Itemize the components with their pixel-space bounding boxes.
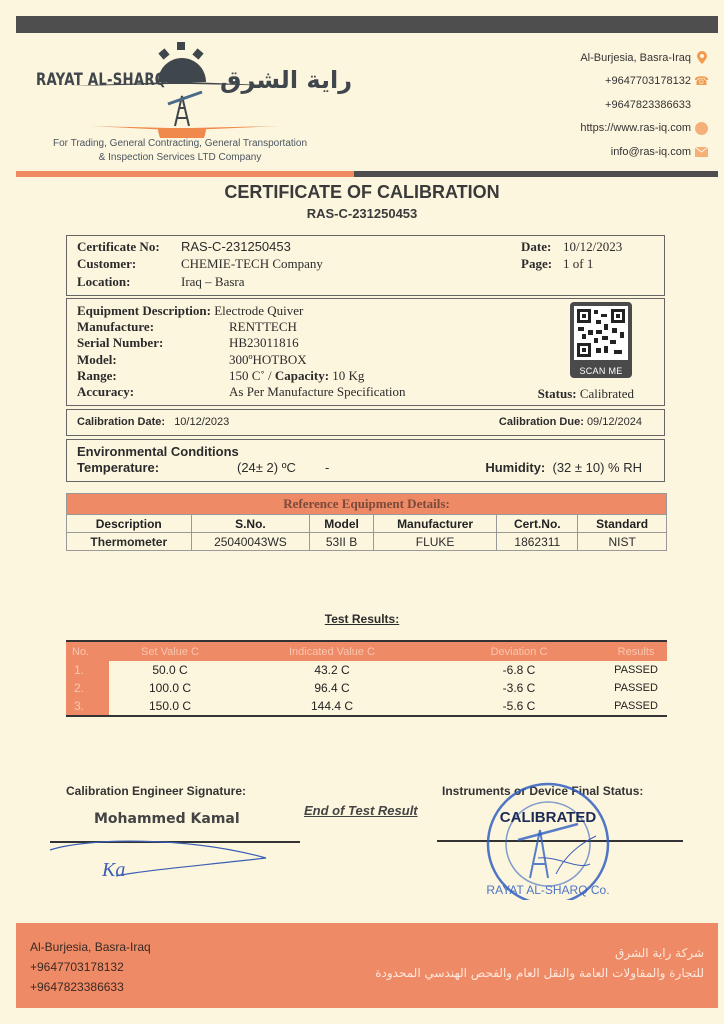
test-results-table (66, 640, 667, 717)
cell-indicated-value: 96.4 C (314, 681, 350, 695)
certificate-no-row (77, 239, 291, 255)
temperature-value: (24± 2) ºC (237, 460, 296, 475)
certificate-no-label: Certificate No: (77, 239, 160, 254)
calibration-due-label: Calibration Due: (498, 416, 584, 428)
range-value: 150 C˚ / (229, 367, 275, 383)
handwritten-signature (46, 836, 286, 886)
equipment-details (77, 303, 406, 400)
table-row (66, 697, 667, 716)
cell-cert-no: 1862311 (497, 533, 578, 551)
tagline-line-1: For Trading, General Contracting, General Transportation (52, 138, 308, 149)
qr-code[interactable] (570, 302, 632, 378)
certificate-info-box (66, 235, 665, 296)
contact-phone-2 (580, 93, 708, 117)
footer-phone-1: +9647703178132 (30, 960, 124, 974)
footer-arabic-tagline: للتجارة والمقاولات العامة والنقل العام والفحص الهندسي المحدودة (375, 966, 704, 980)
calibration-date-value: 10/12/2023 (174, 416, 230, 428)
model-row (77, 352, 406, 368)
pumpjack-icon (168, 92, 202, 126)
brand-name-en: RAYAT AL-SHARQ (36, 70, 167, 90)
contact-block (580, 46, 708, 164)
signature-initials: Ka (102, 859, 126, 881)
col-results: Results (605, 641, 667, 661)
final-status-value: CALIBRATED (499, 809, 597, 826)
location-label: Location: (77, 274, 131, 289)
col-indicated-value: Indicated Value C (231, 641, 433, 661)
customer-label: Customer: (77, 256, 137, 271)
status-label: Status: (537, 385, 577, 401)
footer-contact (30, 937, 151, 997)
cell-deviation: -5.6 C (502, 699, 536, 713)
phone-icon: ☎ (694, 74, 709, 89)
cell-manufacturer: FLUKE (373, 533, 497, 551)
tagline-line-2: & Inspection Services LTD Company (98, 152, 262, 163)
certificate-id: RAS-C-231250453 (306, 206, 418, 221)
capacity-value: 10 Kg (332, 367, 365, 383)
engineer-name: Mohammed Kamal (94, 811, 240, 827)
humidity-row (485, 460, 642, 475)
table-row (66, 661, 667, 679)
temperature-separator: - (325, 460, 330, 475)
cell-result: PASSED (614, 664, 658, 676)
stamp-company-text: RAYAT AL-SHARQ Co. (486, 883, 610, 897)
date-value: 10/12/2023 (563, 239, 623, 254)
header-divider-accent (16, 171, 354, 177)
globe-icon (695, 122, 708, 135)
envelope-icon (695, 145, 708, 158)
contact-email[interactable] (580, 140, 708, 164)
page-row (521, 256, 593, 272)
environment-title: Environmental Conditions (77, 444, 239, 459)
email-link[interactable]: info@ras-iq.com (610, 145, 691, 158)
cell-indicated-value: 144.4 C (310, 699, 354, 713)
serial-row (77, 335, 406, 351)
test-results-header-row (66, 641, 667, 661)
col-deviation: Deviation C (433, 641, 605, 661)
status-value: Calibrated (579, 385, 634, 401)
document-title: CERTIFICATE OF CALIBRATION (224, 182, 500, 202)
humidity-label: Humidity: (485, 460, 546, 475)
footer-phone-2: +9647823386633 (30, 980, 124, 994)
table-row (66, 679, 667, 697)
humidity-value: (32 ± 10) % RH (552, 460, 642, 475)
status-row (538, 386, 634, 402)
cell-result: PASSED (614, 682, 658, 694)
cell-set-value: 50.0 C (152, 663, 188, 677)
manufacture-row (77, 319, 406, 335)
engineer-signature-label: Calibration Engineer Signature: (66, 784, 247, 798)
final-status-label: Instruments or Device Final Status: (442, 784, 644, 798)
col-model: Model (310, 515, 373, 533)
equipment-description-label: Equipment Description: (77, 303, 211, 318)
cell-no: 2. (66, 679, 109, 697)
col-description: Description (67, 515, 192, 533)
phone-2-text: +9647823386633 (605, 98, 691, 111)
range-row (77, 368, 406, 384)
company-stamp (478, 780, 618, 900)
reference-equipment-table (66, 493, 667, 551)
date-label: Date: (521, 239, 552, 254)
col-standard: Standard (578, 515, 667, 533)
customer-row (77, 256, 323, 272)
qr-scan-label: SCAN ME (579, 366, 623, 376)
temperature-label: Temperature: (77, 460, 160, 475)
calibration-due-value: 09/12/2024 (586, 416, 642, 428)
cell-deviation: -6.8 C (502, 663, 536, 677)
cell-set-value: 100.0 C (148, 681, 192, 695)
end-of-test-result: End of Test Result (304, 803, 418, 818)
brand-name-ar: راية الشرق (220, 66, 353, 94)
company-tagline (20, 137, 340, 165)
calibration-date-label: Calibration Date: (77, 416, 166, 428)
equipment-description-row (77, 303, 406, 319)
model-value: 300ºHOTBOX (229, 351, 307, 367)
customer-value: CHEMIE-TECH Company (181, 256, 323, 271)
reference-header-row (67, 515, 667, 533)
accuracy-label: Accuracy: (77, 384, 135, 400)
contact-address (580, 46, 708, 70)
contact-phone-1 (580, 70, 708, 94)
calibration-due-row (499, 416, 642, 428)
date-row (521, 239, 622, 255)
manufacture-value: RENTTECH (229, 319, 297, 335)
temperature-row (77, 460, 329, 475)
reference-table-title: Reference Equipment Details: (67, 494, 667, 515)
page-label: Page: (521, 256, 553, 271)
calibration-date-row (77, 416, 229, 428)
footer-address: Al-Burjesia, Basra-Iraq (30, 940, 151, 954)
website-link[interactable]: https://www.ras-iq.com (580, 122, 691, 135)
environment-box (66, 439, 665, 482)
cell-standard: NIST (578, 533, 667, 551)
col-manufacturer: Manufacturer (373, 515, 497, 533)
location-pin-icon (695, 51, 708, 64)
location-row (77, 274, 245, 290)
col-set-value: Set Value C (109, 641, 231, 661)
capacity-label: Capacity: (274, 367, 330, 383)
footer-arabic (375, 943, 704, 983)
serial-label: Serial Number: (77, 335, 164, 351)
manufacture-label: Manufacture: (77, 319, 155, 335)
table-row (67, 533, 667, 551)
cell-result: PASSED (614, 700, 658, 712)
cell-set-value: 150.0 C (148, 699, 192, 713)
certificate-no-value: RAS-C-231250453 (181, 239, 291, 254)
col-serial-no: S.No. (191, 515, 310, 533)
col-cert-no: Cert.No. (497, 515, 578, 533)
serial-value: HB23011816 (229, 335, 299, 351)
cell-indicated-value: 43.2 C (314, 663, 350, 677)
location-value: Iraq – Basra (181, 274, 245, 289)
model-label: Model: (77, 351, 117, 367)
accuracy-row (77, 384, 406, 400)
contact-website[interactable] (580, 117, 708, 141)
header-divider-dark (354, 171, 718, 177)
top-bar (16, 16, 718, 33)
col-no: No. (66, 641, 109, 661)
cell-model: 53II B (310, 533, 373, 551)
page-value: 1 of 1 (563, 256, 594, 271)
footer-bar (16, 923, 718, 1008)
cell-serial-no: 25040043WS (191, 533, 310, 551)
footer-arabic-company: شركة راية الشرق (615, 946, 704, 960)
cell-deviation: -3.6 C (502, 681, 536, 695)
equipment-description-value: Electrode Quiver (214, 303, 304, 318)
calibration-dates-box (66, 409, 665, 436)
accuracy-value: As Per Manufacture Specification (229, 384, 406, 400)
phone-1-text: +9647703178132 (605, 75, 691, 88)
qr-code-pattern (574, 306, 628, 360)
cell-no: 1. (66, 661, 109, 679)
cell-description: Thermometer (67, 533, 192, 551)
address-text: Al-Burjesia, Basra-Iraq (580, 51, 691, 64)
test-results-title: Test Results: (324, 612, 400, 626)
range-label: Range: (77, 367, 117, 383)
cell-no: 3. (66, 697, 109, 716)
